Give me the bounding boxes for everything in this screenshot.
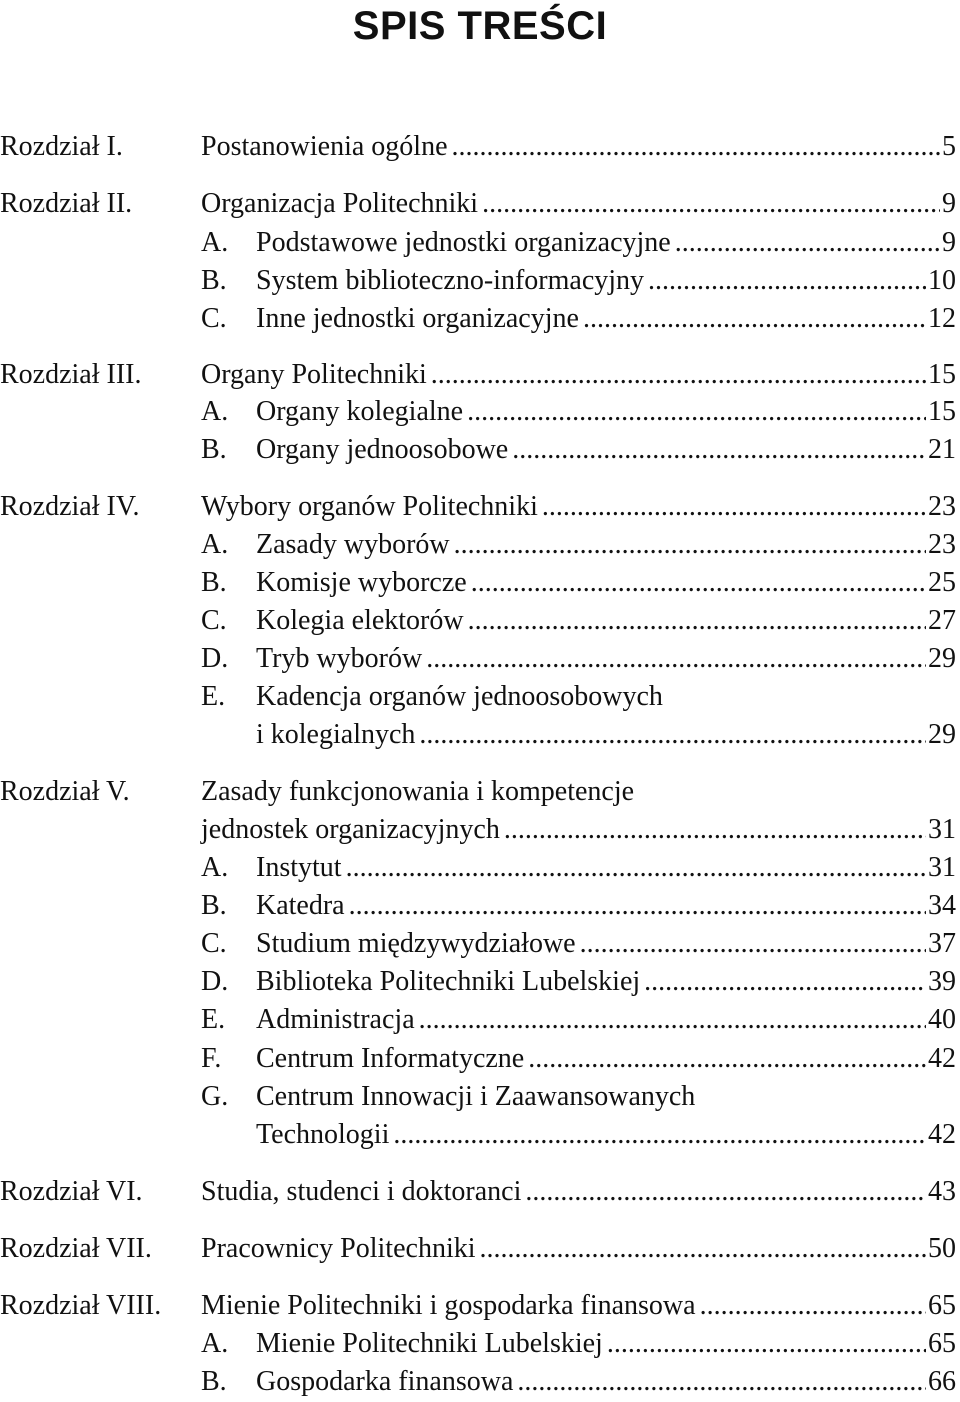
toc-row	[0, 640, 956, 678]
toc-row	[0, 431, 956, 469]
toc-entry	[201, 185, 956, 223]
page-number: 9	[942, 227, 956, 258]
page-number: 50	[928, 1233, 956, 1264]
section-letter: B.	[201, 434, 227, 465]
dot-leader	[583, 300, 926, 338]
toc-entry	[201, 640, 956, 678]
toc-entry	[201, 393, 956, 431]
entry-title: Centrum Informatyczne	[256, 1043, 525, 1074]
page-number: 21	[928, 434, 956, 465]
toc-entry	[201, 1001, 956, 1039]
toc-row	[0, 963, 956, 1001]
page-number: 37	[928, 928, 956, 959]
page-number: 5	[942, 131, 956, 162]
dot-leader	[675, 224, 940, 262]
section-letter: D.	[201, 966, 229, 997]
toc-row	[0, 1078, 956, 1116]
toc-row	[0, 849, 956, 887]
entry-title: Mienie Politechniki i gospodarka finansowa	[201, 1290, 696, 1321]
entry-title: Studium międzywydziałowe	[256, 928, 576, 959]
chapter-label: Rozdział VIII.	[0, 1290, 162, 1321]
toc-row	[0, 393, 956, 431]
chapter-label: Rozdział VII.	[0, 1233, 152, 1264]
entry-title: Centrum Innowacji i Zaawansowanych	[256, 1081, 696, 1112]
page-number: 65	[928, 1290, 956, 1321]
toc-entry	[201, 602, 956, 640]
page-number: 27	[928, 605, 956, 636]
page-number: 42	[928, 1119, 956, 1150]
page-number: 23	[928, 529, 956, 560]
section-letter: G.	[201, 1081, 229, 1112]
toc-row	[0, 925, 956, 963]
dot-leader	[644, 963, 926, 1001]
entry-title: Studia, studenci i doktoranci	[201, 1176, 522, 1207]
chapter-label: Rozdział II.	[0, 188, 133, 219]
toc-row	[0, 564, 956, 602]
section-letter: E.	[201, 681, 226, 712]
toc-row	[0, 128, 956, 166]
section-letter: A.	[201, 1328, 229, 1359]
toc-row	[0, 1230, 956, 1268]
entry-title: Technologii	[256, 1119, 390, 1150]
dot-leader	[525, 1173, 926, 1211]
page-number: 9	[942, 188, 956, 219]
dot-leader	[454, 526, 926, 564]
toc-entry	[201, 1363, 956, 1401]
toc-row	[0, 602, 956, 640]
entry-title: Podstawowe jednostki organizacyjne	[256, 227, 671, 258]
entry-title: i kolegialnych	[256, 719, 416, 750]
toc-entry	[201, 224, 956, 262]
dot-leader	[426, 640, 926, 678]
entry-title: System biblioteczno-informacyjny	[256, 265, 645, 296]
dot-leader	[517, 1363, 926, 1401]
dot-leader	[471, 564, 926, 602]
entry-title: Kadencja organów jednoosobowych	[256, 681, 663, 712]
dot-leader	[580, 925, 926, 963]
toc-row	[0, 1001, 956, 1039]
dot-leader	[393, 1116, 926, 1154]
toc-row	[0, 773, 956, 811]
toc-entry	[201, 526, 956, 564]
entry-title: Mienie Politechniki Lubelskiej	[256, 1328, 603, 1359]
dot-leader	[468, 602, 926, 640]
section-letter: B.	[201, 567, 227, 598]
toc-entry	[201, 431, 956, 469]
toc-entry	[201, 773, 956, 811]
section-letter: C.	[201, 303, 227, 334]
entry-title: Postanowienia ogólne	[201, 131, 448, 162]
toc-row	[0, 300, 956, 338]
chapter-label: Rozdział VI.	[0, 1176, 143, 1207]
section-letter: D.	[201, 643, 229, 674]
page-number: 29	[928, 719, 956, 750]
toc-row	[0, 716, 956, 754]
toc-entry	[256, 1116, 956, 1154]
page-number: 15	[928, 359, 956, 390]
toc-entry	[201, 887, 956, 925]
toc-row	[0, 1325, 956, 1363]
dot-leader	[349, 887, 926, 925]
chapter-label: Rozdział IV.	[0, 491, 140, 522]
toc-entry	[201, 488, 956, 526]
entry-title: Organizacja Politechniki	[201, 188, 479, 219]
page-number: 40	[928, 1004, 956, 1035]
entry-title: Zasady wyborów	[256, 529, 450, 560]
toc-entry	[201, 300, 956, 338]
toc-entry	[201, 1230, 956, 1268]
page-number: 34	[928, 890, 956, 921]
section-letter: A.	[201, 852, 229, 883]
entry-title: Organy jednoosobowe	[256, 434, 509, 465]
entry-title: Biblioteka Politechniki Lubelskiej	[256, 966, 641, 997]
section-letter: B.	[201, 1366, 227, 1397]
dot-leader	[700, 1287, 926, 1325]
entry-title: Katedra	[256, 890, 345, 921]
toc-row	[0, 262, 956, 300]
section-letter: E.	[201, 1004, 226, 1035]
entry-title: Komisje wyborcze	[256, 567, 467, 598]
entry-title: Pracownicy Politechniki	[201, 1233, 476, 1264]
toc-row	[0, 1287, 956, 1325]
toc-row	[0, 185, 956, 223]
section-letter: B.	[201, 265, 227, 296]
page-number: 15	[928, 396, 956, 427]
page-number: 39	[928, 966, 956, 997]
chapter-label: Rozdział I.	[0, 131, 123, 162]
entry-title: Tryb wyborów	[256, 643, 423, 674]
section-letter: C.	[201, 605, 227, 636]
entry-title: Organy Politechniki	[201, 359, 427, 390]
toc-entry	[201, 1173, 956, 1211]
page-number: 23	[928, 491, 956, 522]
dot-leader	[419, 1001, 926, 1039]
page-number: 42	[928, 1043, 956, 1074]
toc-entry	[201, 356, 956, 394]
toc-row	[0, 1040, 956, 1078]
dot-leader	[607, 1325, 926, 1363]
section-letter: A.	[201, 529, 229, 560]
section-letter: F.	[201, 1043, 222, 1074]
dot-leader	[419, 716, 926, 754]
entry-title: Instytut	[256, 852, 342, 883]
toc-entry	[201, 963, 956, 1001]
toc-entry	[201, 1040, 956, 1078]
toc-entry	[201, 262, 956, 300]
dot-leader	[504, 811, 926, 849]
dot-leader	[467, 393, 926, 431]
toc-row	[0, 678, 956, 716]
toc-entry	[201, 925, 956, 963]
toc-entry	[201, 1325, 956, 1363]
toc-entry	[201, 811, 956, 849]
toc-entry	[201, 849, 956, 887]
page-number: 29	[928, 643, 956, 674]
entry-title: Gospodarka finansowa	[256, 1366, 514, 1397]
toc-row	[0, 811, 956, 849]
dot-leader	[542, 488, 926, 526]
toc-row	[0, 526, 956, 564]
section-letter: C.	[201, 928, 227, 959]
dot-leader	[431, 356, 926, 394]
chapter-label: Rozdział V.	[0, 776, 130, 807]
chapter-label: Rozdział III.	[0, 359, 142, 390]
page-number: 31	[928, 852, 956, 883]
page-number: 25	[928, 567, 956, 598]
page-number: 31	[928, 814, 956, 845]
toc-entry	[201, 128, 956, 166]
toc-entry	[201, 678, 956, 716]
dot-leader	[452, 128, 940, 166]
toc-row	[0, 1363, 956, 1401]
dot-leader	[346, 849, 926, 887]
entry-title: Wybory organów Politechniki	[201, 491, 538, 522]
toc-entry	[201, 1078, 956, 1116]
page-number: 65	[928, 1328, 956, 1359]
entry-title: Kolegia elektorów	[256, 605, 464, 636]
page-title: SPIS TREŚCI	[352, 4, 608, 48]
dot-leader	[482, 185, 940, 223]
toc-entry	[201, 564, 956, 602]
toc-row	[0, 488, 956, 526]
section-letter: B.	[201, 890, 227, 921]
page-number: 12	[928, 303, 956, 334]
toc-row	[0, 1116, 956, 1154]
dot-leader	[512, 431, 926, 469]
entry-title: jednostek organizacyjnych	[201, 814, 500, 845]
toc-entry	[201, 1287, 956, 1325]
page-number: 10	[928, 265, 956, 296]
toc-row	[0, 887, 956, 925]
entry-title: Administracja	[256, 1004, 415, 1035]
page-number: 66	[928, 1366, 956, 1397]
entry-title: Zasady funkcjonowania i kompetencje	[201, 776, 635, 807]
entry-title: Organy kolegialne	[256, 396, 464, 427]
dot-leader	[480, 1230, 926, 1268]
page-number: 43	[928, 1176, 956, 1207]
toc-entry	[256, 716, 956, 754]
section-letter: A.	[201, 227, 229, 258]
dot-leader	[528, 1040, 926, 1078]
toc-row	[0, 224, 956, 262]
toc-row	[0, 1173, 956, 1211]
toc-row	[0, 356, 956, 394]
entry-title: Inne jednostki organizacyjne	[256, 303, 579, 334]
dot-leader	[648, 262, 926, 300]
section-letter: A.	[201, 396, 229, 427]
